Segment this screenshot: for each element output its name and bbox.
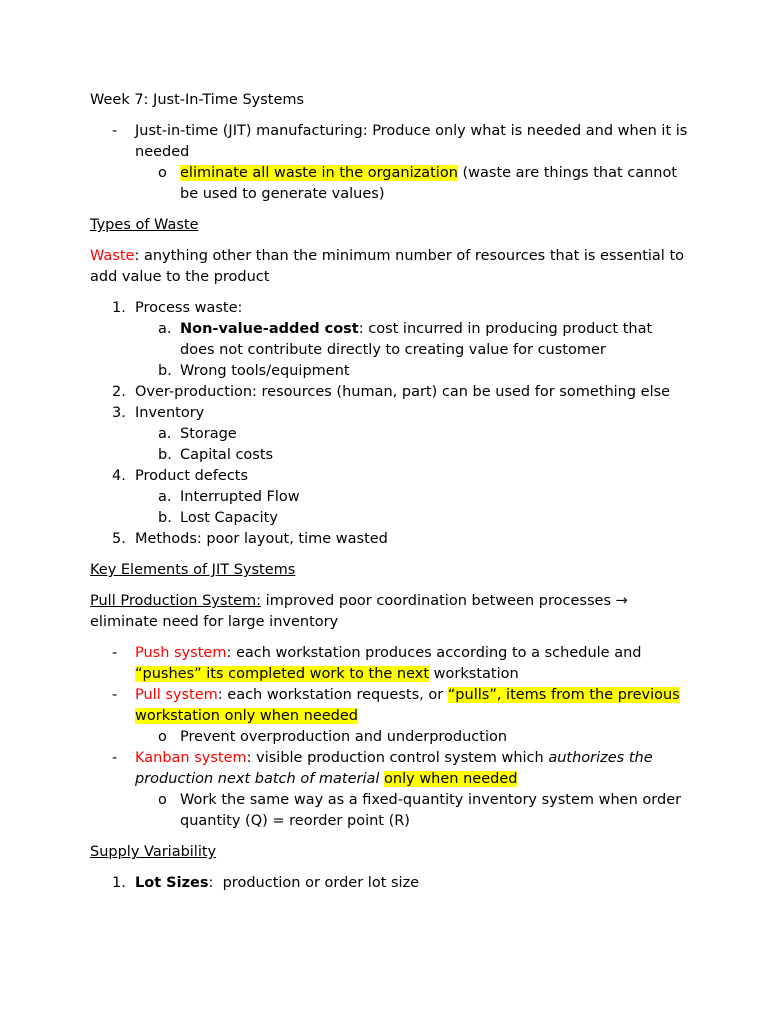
body-text: : each workstation produces according to a schedule and (226, 645, 642, 661)
list-letter: a. (158, 489, 172, 505)
pull-production-definition (90, 591, 690, 633)
list-item (90, 508, 690, 529)
list-item-text: Product defects (135, 468, 249, 484)
highlighted-text: “pushes” its completed work to the next (135, 666, 430, 682)
list-item-text: Storage (180, 426, 237, 442)
list-item (90, 382, 690, 403)
list-item-text: Capital costs (180, 447, 274, 463)
document-page (90, 90, 690, 904)
list-number: 1. (112, 300, 126, 316)
list-item-text: : cost incurred in producing product that does not contribute directly to creating value for customer (180, 321, 653, 358)
term-kanban-system: Kanban system (135, 750, 247, 766)
section-heading-types: Types of Waste (90, 217, 199, 233)
body-text: workstation (429, 666, 519, 682)
list-number: 1. (112, 875, 126, 891)
body-text: : each workstation requests, or (217, 687, 448, 703)
dash-bullet: - (112, 687, 118, 703)
term-pull-system: Pull system (135, 687, 218, 703)
list-item (90, 424, 690, 445)
italic-text: authorizes the production next batch of material (135, 750, 653, 787)
list-number: 3. (112, 405, 126, 421)
list-item-text: Lost Capacity (180, 510, 278, 526)
list-item-text: Interrupted Flow (180, 489, 300, 505)
circle-bullet: o (158, 165, 167, 181)
document-title: Week 7: Just-In-Time Systems (90, 92, 305, 108)
list-item (90, 727, 690, 748)
list-item (90, 466, 690, 487)
list-number: 5. (112, 531, 126, 547)
list-item-text: Methods: poor layout, time wasted (135, 531, 388, 547)
circle-bullet: o (158, 792, 167, 808)
list-letter: b. (158, 510, 172, 526)
circle-bullet: o (158, 729, 167, 745)
body-text: improved poor coordination between processes → eliminate need for large inventory (90, 593, 628, 630)
term-waste: Waste (90, 248, 135, 264)
body-text: (waste are things that cannot be used to generate values) (180, 165, 678, 202)
list-item (90, 403, 690, 424)
list-item-text: Prevent overproduction and underproduction (180, 729, 508, 745)
dash-bullet: - (112, 750, 118, 766)
list-number: 4. (112, 468, 126, 484)
list-item (90, 529, 690, 550)
list-item (90, 121, 690, 163)
list-item (90, 298, 690, 319)
list-item-text: Work the same way as a fixed-quantity inventory system when order quantity (Q) = reorder point (R) (180, 792, 682, 829)
dash-bullet: - (112, 123, 118, 139)
list-item-text: Inventory (135, 405, 205, 421)
section-heading-key-elements: Key Elements of JIT Systems (90, 562, 296, 578)
intro-list (90, 121, 690, 205)
body-text: : anything other than the minimum number of resources that is essential to add value to the product (90, 248, 684, 285)
list-item-text: : production or order lot size (208, 875, 420, 891)
systems-list (90, 643, 690, 832)
list-item (90, 748, 690, 790)
bold-term: Lot Sizes (135, 875, 209, 891)
dash-bullet: - (112, 645, 118, 661)
list-item (90, 643, 690, 685)
list-item (90, 163, 690, 205)
list-letter: a. (158, 321, 172, 337)
list-item (90, 685, 690, 727)
list-number: 2. (112, 384, 126, 400)
body-text: : visible production control system which (246, 750, 549, 766)
term-pull-production: Pull Production System: (90, 593, 262, 609)
list-letter: a. (158, 426, 172, 442)
list-item-text: Process waste: (135, 300, 243, 316)
jit-definition: Just-in-time (JIT) manufacturing: Produce only what is needed and when it is needed (135, 123, 688, 160)
highlighted-text: “pulls”, items from the previous workstation only when needed (135, 687, 680, 724)
waste-list (90, 298, 690, 550)
highlighted-text: eliminate all waste in the organization (180, 165, 458, 181)
waste-definition (90, 246, 690, 288)
list-item (90, 873, 690, 894)
list-item (90, 319, 690, 361)
list-item-text: Wrong tools/equipment (180, 363, 350, 379)
list-item (90, 487, 690, 508)
highlighted-text: only when needed (384, 771, 518, 787)
term-push-system: Push system (135, 645, 227, 661)
list-item (90, 361, 690, 382)
section-heading-supply: Supply Variability (90, 844, 217, 860)
list-item (90, 790, 690, 832)
bold-term: Non-value-added cost (180, 321, 359, 337)
supply-list (90, 873, 690, 894)
list-item (90, 445, 690, 466)
list-item-text: Over-production: resources (human, part) can be used for something else (135, 384, 671, 400)
list-letter: b. (158, 363, 172, 379)
list-letter: b. (158, 447, 172, 463)
